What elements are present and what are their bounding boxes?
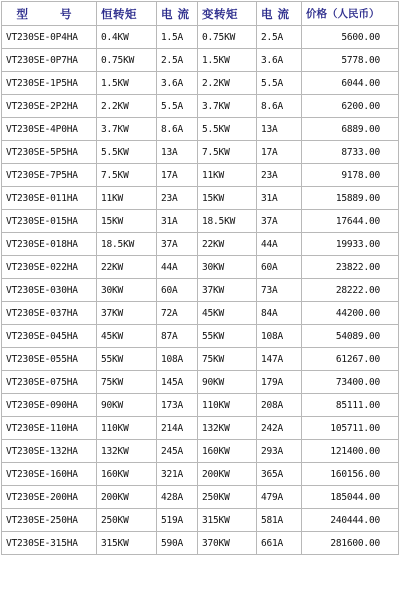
current-cell: 23A xyxy=(157,187,198,210)
variable-torque-cell: 11KW xyxy=(198,164,257,187)
table-row xyxy=(2,486,399,509)
variable-torque-cell: 75KW xyxy=(198,348,257,371)
model-cell: VT230SE-7P5HA xyxy=(2,164,97,187)
current-cell: 581A xyxy=(257,509,302,532)
constant-torque-cell: 0.75KW xyxy=(97,49,157,72)
model-cell: VT230SE-045HA xyxy=(2,325,97,348)
constant-torque-cell: 3.7KW xyxy=(97,118,157,141)
current-cell: 17A xyxy=(157,164,198,187)
model-cell: VT230SE-5P5HA xyxy=(2,141,97,164)
current-cell: 108A xyxy=(257,325,302,348)
current-cell: 321A xyxy=(157,463,198,486)
model-cell: VT230SE-018HA xyxy=(2,233,97,256)
table-row xyxy=(2,26,399,49)
model-cell: VT230SE-030HA xyxy=(2,279,97,302)
constant-torque-cell: 7.5KW xyxy=(97,164,157,187)
constant-torque-cell: 250KW xyxy=(97,509,157,532)
table-row xyxy=(2,463,399,486)
current-cell: 2.5A xyxy=(157,49,198,72)
variable-torque-cell: 7.5KW xyxy=(198,141,257,164)
price-cell: 5778.00 xyxy=(302,49,399,72)
current-cell: 72A xyxy=(157,302,198,325)
table-row xyxy=(2,72,399,95)
price-cell: 6889.00 xyxy=(302,118,399,141)
model-cell: VT230SE-0P4HA xyxy=(2,26,97,49)
table-row xyxy=(2,302,399,325)
model-cell: VT230SE-132HA xyxy=(2,440,97,463)
current-cell: 13A xyxy=(157,141,198,164)
model-cell: VT230SE-037HA xyxy=(2,302,97,325)
variable-torque-cell: 1.5KW xyxy=(198,49,257,72)
current-cell: 31A xyxy=(257,187,302,210)
constant-torque-cell: 37KW xyxy=(97,302,157,325)
price-cell: 9178.00 xyxy=(302,164,399,187)
current-cell: 17A xyxy=(257,141,302,164)
constant-torque-cell: 132KW xyxy=(97,440,157,463)
model-cell: VT230SE-022HA xyxy=(2,256,97,279)
constant-torque-cell: 45KW xyxy=(97,325,157,348)
current-cell: 37A xyxy=(257,210,302,233)
price-list xyxy=(1,1,398,598)
current-cell: 5.5A xyxy=(157,95,198,118)
table-row xyxy=(2,394,399,417)
variable-torque-cell: 370KW xyxy=(198,532,257,555)
constant-torque-cell: 90KW xyxy=(97,394,157,417)
variable-torque-cell: 250KW xyxy=(198,486,257,509)
current-cell: 179A xyxy=(257,371,302,394)
constant-torque-cell: 110KW xyxy=(97,417,157,440)
header-variable-torque: 变转矩 xyxy=(198,2,257,26)
table-row xyxy=(2,509,399,532)
price-cell: 19933.00 xyxy=(302,233,399,256)
constant-torque-cell: 11KW xyxy=(97,187,157,210)
current-cell: 73A xyxy=(257,279,302,302)
table-row xyxy=(2,532,399,555)
model-cell: VT230SE-075HA xyxy=(2,371,97,394)
variable-torque-cell: 160KW xyxy=(198,440,257,463)
variable-torque-cell: 37KW xyxy=(198,279,257,302)
table-row xyxy=(2,256,399,279)
table-row xyxy=(2,440,399,463)
constant-torque-cell: 15KW xyxy=(97,210,157,233)
price-cell: 54089.00 xyxy=(302,325,399,348)
table-row xyxy=(2,118,399,141)
price-cell: 160156.00 xyxy=(302,463,399,486)
constant-torque-cell: 55KW xyxy=(97,348,157,371)
current-cell: 479A xyxy=(257,486,302,509)
price-cell: 240444.00 xyxy=(302,509,399,532)
current-cell: 37A xyxy=(157,233,198,256)
constant-torque-cell: 160KW xyxy=(97,463,157,486)
header-row xyxy=(2,2,399,26)
price-cell: 5600.00 xyxy=(302,26,399,49)
table-row xyxy=(2,164,399,187)
table-row xyxy=(2,210,399,233)
table-row xyxy=(2,49,399,72)
variable-torque-cell: 200KW xyxy=(198,463,257,486)
constant-torque-cell: 75KW xyxy=(97,371,157,394)
header-constant-torque: 恒转矩 xyxy=(97,2,157,26)
price-cell: 185044.00 xyxy=(302,486,399,509)
header-current-2: 电 流 xyxy=(257,2,302,26)
constant-torque-cell: 30KW xyxy=(97,279,157,302)
price-cell: 121400.00 xyxy=(302,440,399,463)
model-cell: VT230SE-090HA xyxy=(2,394,97,417)
table-row xyxy=(2,187,399,210)
current-cell: 2.5A xyxy=(257,26,302,49)
current-cell: 147A xyxy=(257,348,302,371)
price-table xyxy=(1,1,399,555)
price-cell: 44200.00 xyxy=(302,302,399,325)
variable-torque-cell: 22KW xyxy=(198,233,257,256)
constant-torque-cell: 315KW xyxy=(97,532,157,555)
table-row xyxy=(2,371,399,394)
model-cell: VT230SE-4P0HA xyxy=(2,118,97,141)
variable-torque-cell: 3.7KW xyxy=(198,95,257,118)
variable-torque-cell: 55KW xyxy=(198,325,257,348)
price-cell: 28222.00 xyxy=(302,279,399,302)
table-row xyxy=(2,348,399,371)
variable-torque-cell: 5.5KW xyxy=(198,118,257,141)
model-cell: VT230SE-011HA xyxy=(2,187,97,210)
current-cell: 365A xyxy=(257,463,302,486)
model-cell: VT230SE-015HA xyxy=(2,210,97,233)
variable-torque-cell: 2.2KW xyxy=(198,72,257,95)
table-row xyxy=(2,141,399,164)
price-cell: 8733.00 xyxy=(302,141,399,164)
price-cell: 23822.00 xyxy=(302,256,399,279)
current-cell: 3.6A xyxy=(257,49,302,72)
price-cell: 6044.00 xyxy=(302,72,399,95)
table-row xyxy=(2,417,399,440)
variable-torque-cell: 0.75KW xyxy=(198,26,257,49)
current-cell: 590A xyxy=(157,532,198,555)
model-cell: VT230SE-315HA xyxy=(2,532,97,555)
model-cell: VT230SE-055HA xyxy=(2,348,97,371)
current-cell: 208A xyxy=(257,394,302,417)
constant-torque-cell: 18.5KW xyxy=(97,233,157,256)
price-cell: 17644.00 xyxy=(302,210,399,233)
current-cell: 44A xyxy=(257,233,302,256)
current-cell: 173A xyxy=(157,394,198,417)
current-cell: 293A xyxy=(257,440,302,463)
current-cell: 60A xyxy=(257,256,302,279)
current-cell: 3.6A xyxy=(157,72,198,95)
price-cell: 6200.00 xyxy=(302,95,399,118)
variable-torque-cell: 132KW xyxy=(198,417,257,440)
model-cell: VT230SE-2P2HA xyxy=(2,95,97,118)
constant-torque-cell: 5.5KW xyxy=(97,141,157,164)
current-cell: 214A xyxy=(157,417,198,440)
model-cell: VT230SE-0P7HA xyxy=(2,49,97,72)
constant-torque-cell: 1.5KW xyxy=(97,72,157,95)
current-cell: 5.5A xyxy=(257,72,302,95)
table-row xyxy=(2,95,399,118)
current-cell: 519A xyxy=(157,509,198,532)
current-cell: 8.6A xyxy=(157,118,198,141)
current-cell: 84A xyxy=(257,302,302,325)
variable-torque-cell: 45KW xyxy=(198,302,257,325)
current-cell: 60A xyxy=(157,279,198,302)
variable-torque-cell: 15KW xyxy=(198,187,257,210)
constant-torque-cell: 200KW xyxy=(97,486,157,509)
price-cell: 85111.00 xyxy=(302,394,399,417)
price-cell: 105711.00 xyxy=(302,417,399,440)
header-price: 价格（人民币） xyxy=(302,2,399,26)
model-cell: VT230SE-200HA xyxy=(2,486,97,509)
price-cell: 15889.00 xyxy=(302,187,399,210)
variable-torque-cell: 315KW xyxy=(198,509,257,532)
current-cell: 242A xyxy=(257,417,302,440)
header-model: 型 号 xyxy=(2,2,97,26)
model-cell: VT230SE-1P5HA xyxy=(2,72,97,95)
price-cell: 281600.00 xyxy=(302,532,399,555)
current-cell: 661A xyxy=(257,532,302,555)
price-cell: 73400.00 xyxy=(302,371,399,394)
current-cell: 245A xyxy=(157,440,198,463)
current-cell: 44A xyxy=(157,256,198,279)
constant-torque-cell: 22KW xyxy=(97,256,157,279)
header-current-1: 电 流 xyxy=(157,2,198,26)
current-cell: 1.5A xyxy=(157,26,198,49)
current-cell: 428A xyxy=(157,486,198,509)
model-cell: VT230SE-110HA xyxy=(2,417,97,440)
table-row xyxy=(2,325,399,348)
table-row xyxy=(2,233,399,256)
model-cell: VT230SE-160HA xyxy=(2,463,97,486)
variable-torque-cell: 30KW xyxy=(198,256,257,279)
price-cell: 61267.00 xyxy=(302,348,399,371)
variable-torque-cell: 18.5KW xyxy=(198,210,257,233)
table-row xyxy=(2,279,399,302)
current-cell: 145A xyxy=(157,371,198,394)
table-body xyxy=(2,26,399,555)
current-cell: 31A xyxy=(157,210,198,233)
current-cell: 23A xyxy=(257,164,302,187)
variable-torque-cell: 90KW xyxy=(198,371,257,394)
model-cell: VT230SE-250HA xyxy=(2,509,97,532)
current-cell: 8.6A xyxy=(257,95,302,118)
current-cell: 87A xyxy=(157,325,198,348)
constant-torque-cell: 2.2KW xyxy=(97,95,157,118)
current-cell: 108A xyxy=(157,348,198,371)
constant-torque-cell: 0.4KW xyxy=(97,26,157,49)
variable-torque-cell: 110KW xyxy=(198,394,257,417)
current-cell: 13A xyxy=(257,118,302,141)
